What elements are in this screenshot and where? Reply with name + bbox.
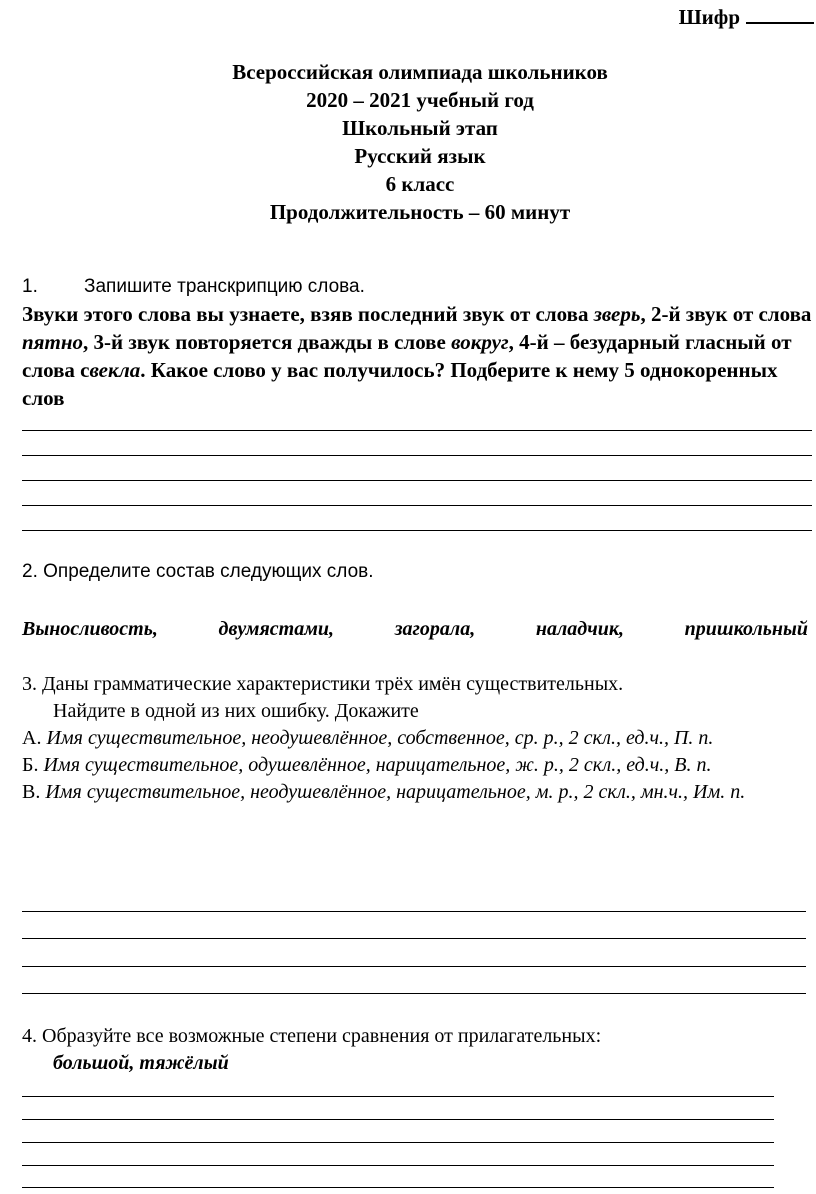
q3-option-b — [22, 752, 812, 779]
answer-line[interactable] — [22, 1119, 774, 1120]
q1-text-part: , 2-й звук от слова — [640, 302, 812, 326]
header-subject: Русский язык — [354, 144, 486, 168]
q1-text-part: , 3-й звук повторяется дважды в слове — [83, 330, 452, 354]
q1-text-part: . Какое слово у вас получилось? Подберите к нему 5 однокоренных слов — [22, 358, 778, 410]
q3-option-text: Имя существительное, одушевлённое, нарицательное, ж. р., 2 скл., ед.ч., В. п. — [43, 754, 712, 776]
q3-option-text: Имя существительное, неодушевлённое, нарицательное, м. р., 2 скл., мн.ч., Им. п. — [45, 781, 746, 803]
q3-block — [22, 671, 812, 806]
q2-word: наладчик, — [535, 618, 624, 640]
q4-block — [22, 1023, 812, 1077]
q2-instruction: 2. Определите состав следующих слов. — [22, 561, 374, 582]
header-year: 2020 – 2021 учебный год — [306, 88, 534, 112]
answer-line[interactable] — [22, 993, 806, 994]
q1-text-part: , 4-й – безударный гласный от слова с — [22, 330, 792, 382]
q3-option-text: Имя существительное, неодушевлённое, собственное, ср. р., 2 скл., ед.ч., П. п. — [46, 727, 714, 749]
q1-task-text — [22, 300, 812, 412]
q3-instruction: 3. Даны грамматические характеристики трёх имён существительных. — [22, 673, 624, 695]
olympiad-header — [0, 58, 816, 226]
q2-word: двумястами, — [218, 618, 335, 640]
q1-number: 1. — [22, 276, 38, 297]
q3-instruction-cont: Найдите в одной из них ошибку. Докажите — [53, 700, 419, 722]
q1-word: векла — [89, 358, 141, 382]
answer-line[interactable] — [22, 938, 806, 939]
q1-instruction — [22, 276, 365, 298]
q3-option-label: Б. — [22, 754, 44, 776]
q2-word-list — [22, 618, 808, 641]
header-grade: 6 класс — [385, 172, 455, 196]
answer-line[interactable] — [22, 530, 812, 531]
q3-option-a — [22, 725, 812, 752]
q3-option-label: В. — [22, 781, 46, 803]
answer-line[interactable] — [22, 480, 812, 481]
answer-line[interactable] — [22, 1096, 774, 1097]
q2-word: пришкольный — [684, 618, 808, 640]
answer-line[interactable] — [22, 455, 812, 456]
cipher-label: Шифр — [678, 5, 740, 29]
header-stage: Школьный этап — [342, 116, 498, 140]
q1-word: зверь — [593, 302, 641, 326]
answer-line[interactable] — [22, 505, 812, 506]
q2-word: загорала, — [394, 618, 476, 640]
header-duration: Продолжительность – 60 минут — [269, 200, 571, 224]
answer-line[interactable] — [22, 911, 806, 912]
answer-line[interactable] — [22, 1165, 774, 1166]
q1-instruction-text: Запишите транскрипцию слова. — [84, 276, 365, 297]
q1-word: пятно — [22, 330, 83, 354]
q4-instruction: 4. Образуйте все возможные степени сравнения от прилагательных: — [22, 1025, 602, 1047]
answer-line[interactable] — [22, 966, 806, 967]
header-title: Всероссийская олимпиада школьников — [232, 60, 608, 84]
q1-word: вокруг — [451, 330, 509, 354]
q3-option-c — [22, 779, 812, 806]
q4-adjectives: большой, тяжёлый — [53, 1052, 229, 1074]
answer-line[interactable] — [22, 430, 812, 431]
q1-text-part: Звуки этого слова вы узнаете, взяв последний звук от слова — [22, 302, 594, 326]
q3-option-label: А. — [22, 727, 47, 749]
cipher-blank-line — [746, 4, 814, 24]
answer-line[interactable] — [22, 1187, 774, 1188]
q2-word: Выносливость, — [22, 618, 158, 640]
cipher-field — [679, 4, 814, 30]
answer-line[interactable] — [22, 1142, 774, 1143]
